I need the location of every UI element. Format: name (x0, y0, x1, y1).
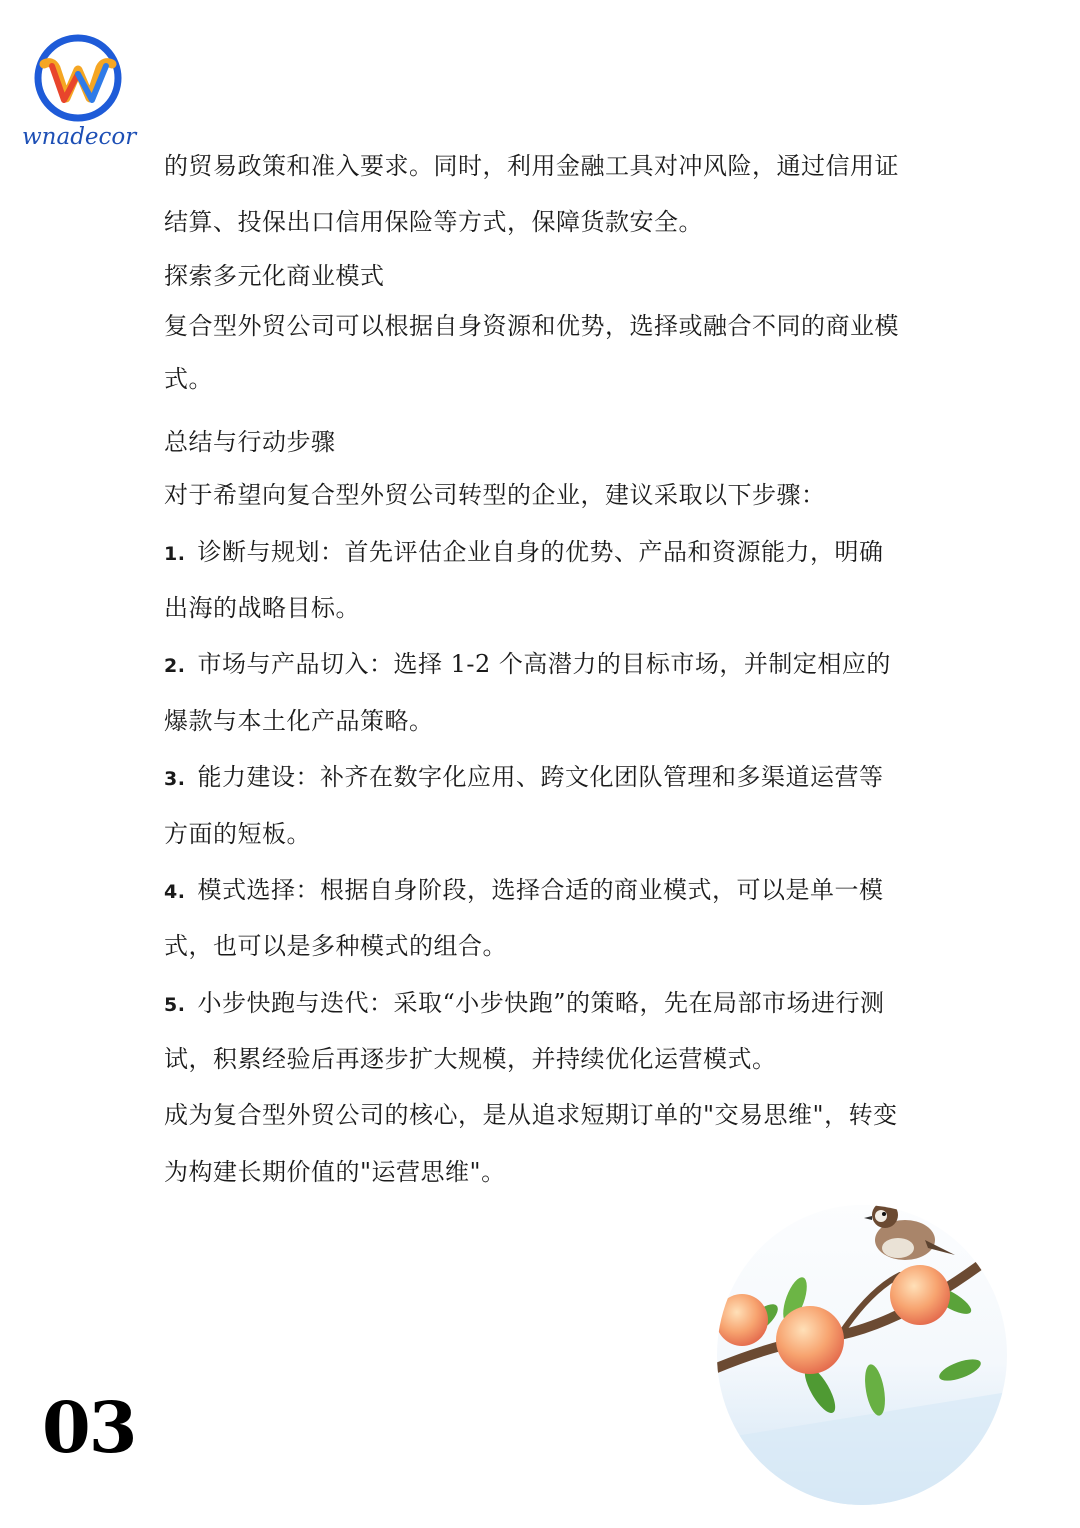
step-item (164, 524, 924, 580)
step-text: 能力建设：补齐在数字化应用、跨文化团队管理和多渠道运营等 (197, 763, 884, 792)
body-line: 复合型外贸公司可以根据自身资源和优势，选择或融合不同的商业模 (164, 311, 899, 340)
body-line: 的贸易政策和准入要求。同时，利用金融工具对冲风险，通过信用证 (164, 152, 899, 180)
article-body (164, 138, 924, 1200)
section-heading: 探索多元化商业模式 (164, 261, 385, 290)
brand-logo (22, 34, 137, 154)
step-item (164, 749, 924, 805)
step-number: 4. (164, 880, 186, 903)
step-item (164, 862, 924, 918)
step-continuation: 式，也可以是多种模式的组合。 (164, 932, 507, 961)
step-continuation: 试，积累经验后再逐步扩大规模，并持续优化运营模式。 (164, 1045, 777, 1074)
body-line: 对于希望向复合型外贸公司转型的企业，建议采取以下步骤： (164, 481, 826, 510)
body-line: 结算、投保出口信用保险等方式，保障货款安全。 (164, 208, 703, 237)
peach-icon (776, 1306, 844, 1374)
closing-line: 成为复合型外贸公司的核心，是从追求短期订单的"交易思维"，转变 (164, 1101, 898, 1130)
step-text: 诊断与规划：首先评估企业自身的优势、产品和资源能力，明确 (197, 537, 884, 566)
step-continuation: 方面的短板。 (164, 819, 311, 848)
step-text: 模式选择：根据自身阶段，选择合适的商业模式，可以是单一模 (197, 875, 884, 904)
step-item (164, 636, 924, 692)
brand-name: wnadecor (22, 124, 137, 150)
body-line: 式。 (164, 364, 213, 393)
page-number: 03 (42, 1386, 136, 1469)
step-continuation: 爆款与本土化产品策略。 (164, 706, 434, 735)
peach-icon (890, 1265, 950, 1325)
logo-emblem-icon (22, 34, 134, 126)
step-text: 小步快跑与迭代：采取“小步快跑”的策略，先在局部市场进行测 (197, 988, 885, 1017)
peach-icon (716, 1294, 768, 1346)
step-number: 2. (164, 655, 186, 678)
section-heading: 总结与行动步骤 (164, 428, 336, 457)
step-number: 1. (164, 542, 186, 565)
step-item (164, 975, 924, 1031)
closing-line: 为构建长期价值的"运营思维"。 (164, 1157, 506, 1186)
step-number: 3. (164, 768, 186, 791)
step-text: 市场与产品切入：选择 1-2 个高潜力的目标市场，并制定相应的 (197, 650, 891, 679)
step-continuation: 出海的战略目标。 (164, 593, 360, 622)
step-number: 5. (164, 993, 186, 1016)
peach-branch-illustration (700, 1140, 1020, 1510)
